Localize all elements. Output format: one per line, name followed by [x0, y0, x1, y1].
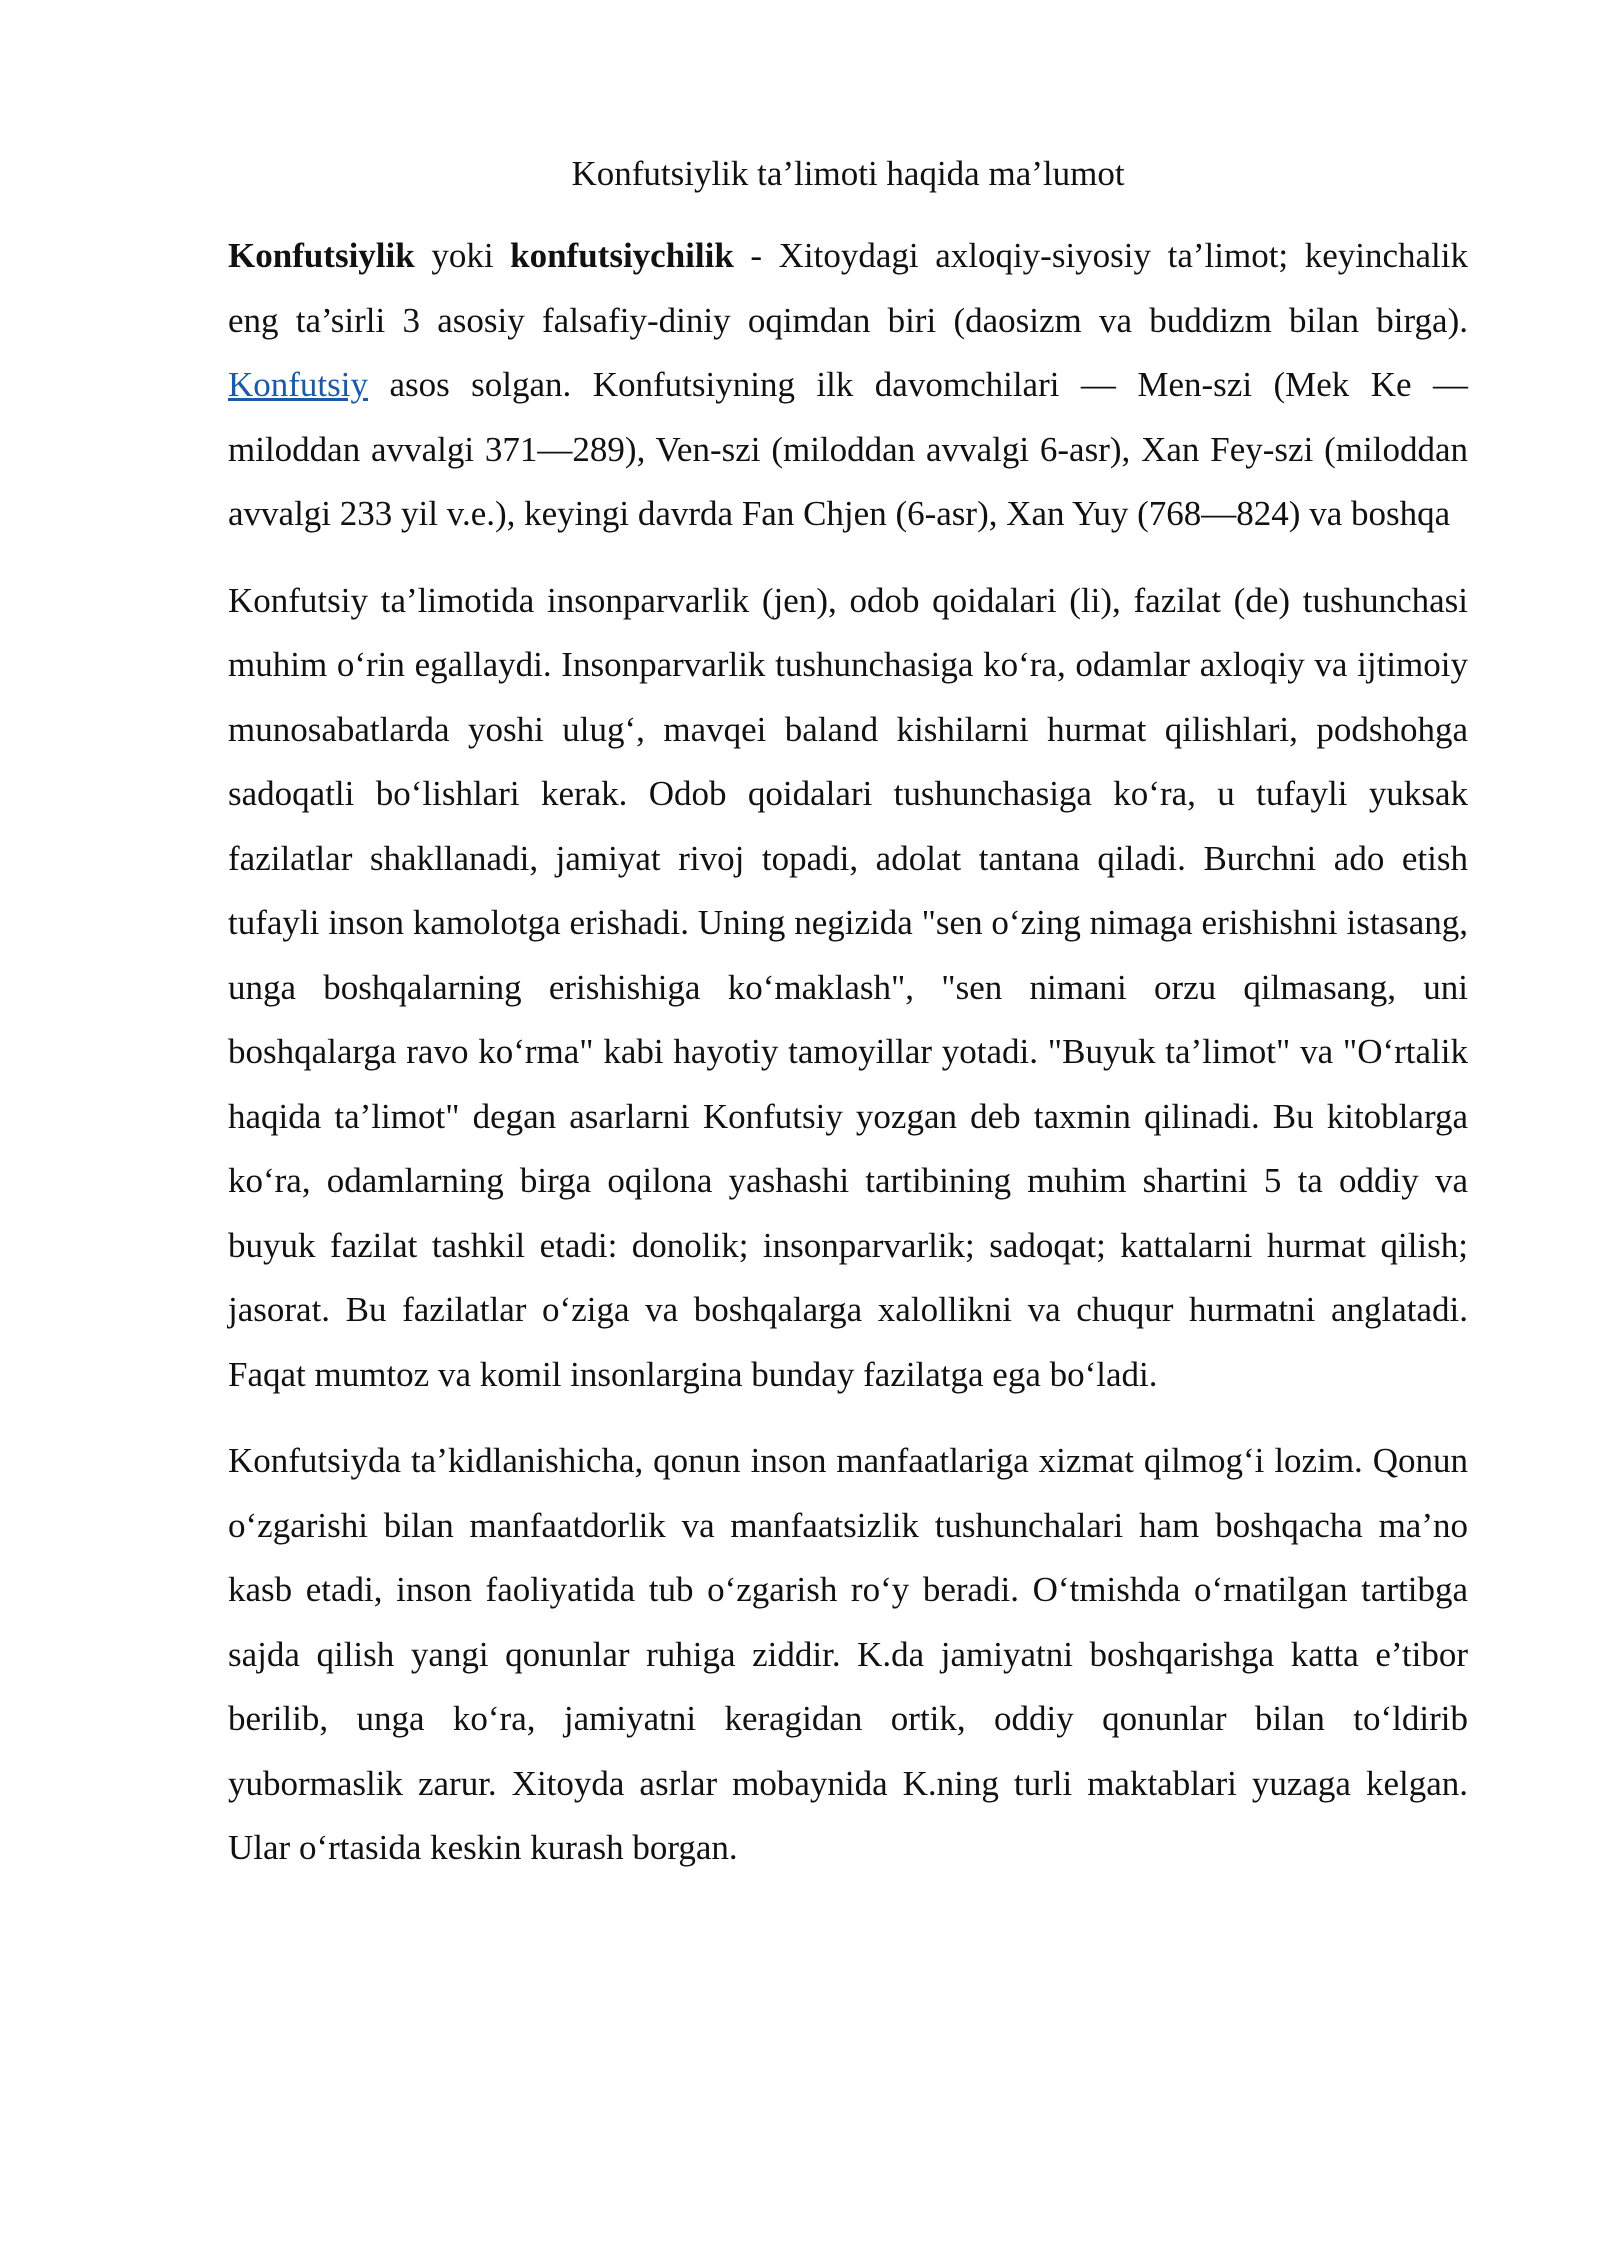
intro-text-b: asos solgan. Konfutsiyning ilk davomchilari — Men-szi (Mek Ke — miloddan avvalgi 371—289), Ven-szi (miloddan avvalgi 6-asr), Xan Fey-szi (miloddan avvalgi 233 yil v.e.), keyingi davrda Fan Chjen (6-asr), Xan Yuy (768—824) va boshqa [228, 365, 1468, 533]
term-konfutsiychilik: konfutsiychilik [510, 236, 734, 275]
paragraph-law: Konfutsiyda ta’kidlanishicha, qonun inson manfaatlariga xizmat qilmog‘i lozim. Qonun o‘zgarishi bilan manfaatdorlik va manfaatsizlik tushunchalari ham boshqacha ma’no kasb etadi, inson faoliyatida tub o‘zgarish ro‘y beradi. O‘tmishda o‘rnatilgan tartibga sajda qilish yangi qonunlar ruhiga ziddir. K.da jamiyatni boshqarishga katta e’tibor berilib, unga ko‘ra, jamiyatni keragidan ortik, oddiy qonunlar bilan to‘ldirib yubormaslik zarur. Xitoyda asrlar mobaynida K.ning turli maktablari yuzaga kelgan. Ular o‘rtasida keskin kurash borgan. [228, 1441, 1468, 1867]
paragraph-teachings: Konfutsiy ta’limotida insonparvarlik (jen), odob qoidalari (li), fazilat (de) tushunchasi muhim o‘rin egallaydi. Insonparvarlik tushunchasiga ko‘ra, odamlar axloqiy va ijtimoiy munosabatlarda yoshi ulug‘, mavqei baland kishilarni hurmat qilishlari, podshohga sadoqatli bo‘lishlari kerak. Odob qoidalari tushunchasiga ko‘ra, u tufayli yuksak fazilatlar shakllanadi, jamiyat rivoj topadi, adolat tantana qiladi. Burchni ado etish tufayli inson kamolotga erishadi. Uning negizida "sen o‘zing nimaga erishishni istasang, unga boshqalarning erishishiga ko‘maklash", "sen nimani orzu qilmasang, uni boshqalarga ravo ko‘rma" kabi hayotiy tamoyillar yotadi. "Buyuk ta’limot" va "O‘rtalik haqida ta’limot" degan asarlarni Konfutsiy yozgan deb taxmin qilinadi. Bu kitoblarga ko‘ra, odamlarning birga oqilona yashashi tartibining muhim shartini 5 ta oddiy va buyuk fazilat tashkil etadi: donolik; insonparvarlik; sadoqat; kattalarni hurmat qilish; jasorat. Bu fazilatlar o‘ziga va boshqalarga xalollikni va chuqur hurmatni anglatadi. Faqat mumtoz va komil insonlargina bunday fazilatga ega bo‘ladi. [228, 580, 1468, 1394]
term-konfutsiylik: Konfutsiylik [228, 236, 415, 275]
document-page [228, 150, 1468, 1903]
term-connector: yoki [414, 236, 511, 275]
document-title: Konfutsiylik ta’limoti haqida ma’lumot [571, 154, 1125, 193]
intro-text-a: Xitoydagi axloqiy-siyosiy ta’limot; keyinchalik eng ta’sirli 3 asosiy falsafiy-diniy oqimdan biri (daosizm va buddizm bilan birga). [228, 236, 1468, 340]
term-dash: - [733, 236, 779, 275]
paragraph-intro [228, 224, 1468, 547]
konfutsiy-link[interactable]: Konfutsiy [228, 365, 368, 404]
